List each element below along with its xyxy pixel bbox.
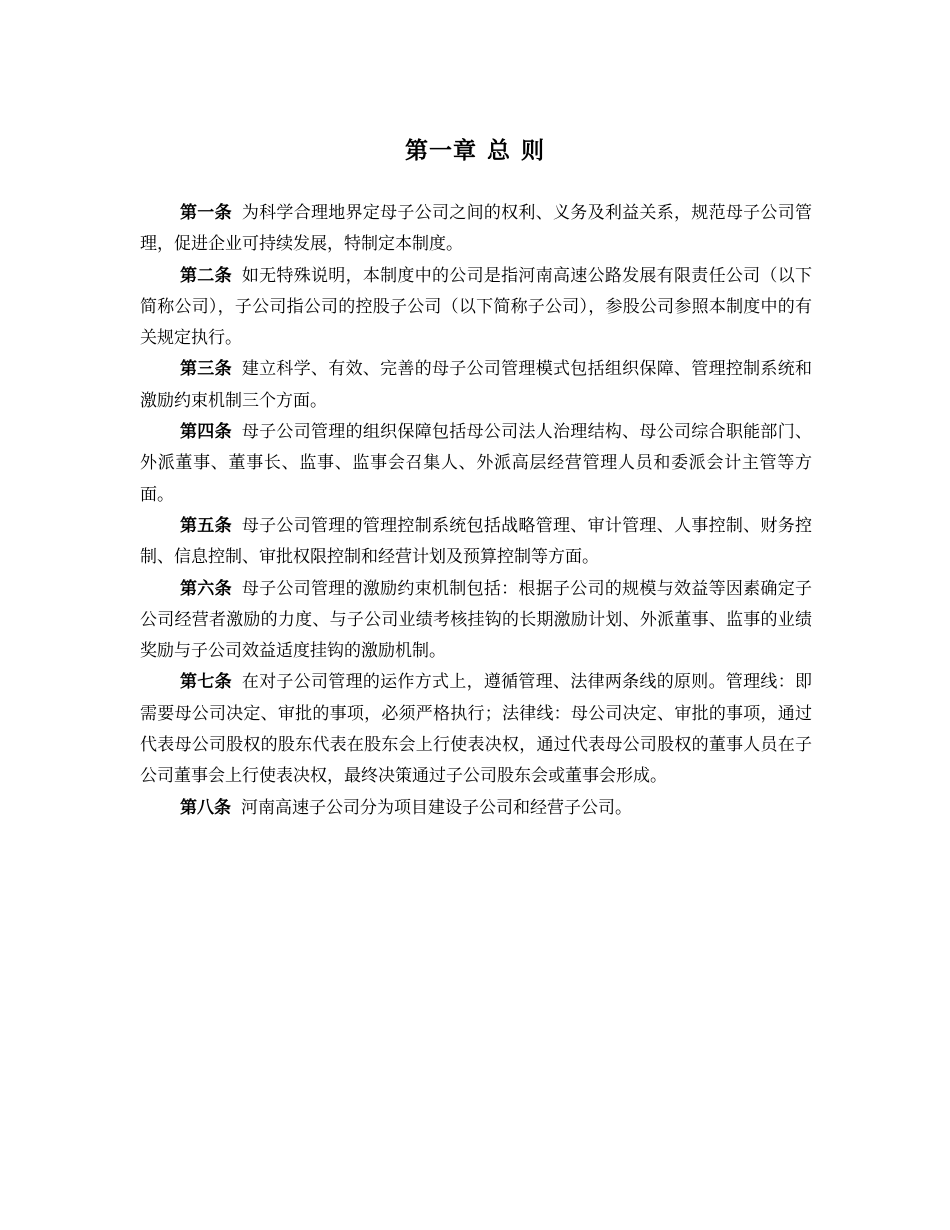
article-2 [140,261,812,355]
article-text: 河南高速子公司分为项目建设子公司和经营子公司。 [241,797,632,818]
article-number: 第五条 [180,515,232,536]
article-text: 母子公司管理的管理控制系统包括战略管理、审计管理、人事控制、财务控制、信息控制、审批权限控制和经营计划及预算控制等方面。 [140,515,813,568]
article-text: 如无特殊说明，本制度中的公司是指河南高速公路发展有限责任公司（以下简称公司），子公司指公司的控股子公司（以下简称子公司），参股公司参照本制度中的有关规定执行。 [140,265,813,349]
article-number: 第四条 [180,422,232,443]
article-1 [140,198,812,261]
article-number: 第一条 [180,203,232,223]
article-text: 在对子公司管理的运作方式上，遵循管理、法律两条线的原则。管理线：即需要母公司决定、审批的事项，必须严格执行；法律线：母公司决定、审批的事项，通过代表母公司股权的股东代表在股东会上行使表决权，通过代表母公司股权的董事人员在子公司董事会上行使表决权，最终决策通过子公司股东会或董事会形成。 [140,672,813,787]
article-5 [140,511,812,574]
article-6 [140,574,812,668]
article-text: 母子公司管理的组织保障包括母公司法人治理结构、母公司综合职能部门、外派董事、董事长、监事、监事会召集人、外派高层经营管理人员和委派会计主管等方面。 [140,422,813,505]
article-3 [140,354,812,417]
article-number: 第六条 [180,578,232,599]
article-number: 第七条 [180,672,232,693]
chapter-title [0,132,950,165]
article-8 [140,793,812,824]
article-number: 第八条 [180,797,231,818]
article-number: 第二条 [180,265,232,286]
article-text: 母子公司管理的激励约束机制包括：根据子公司的规模与效益等因素确定子公司经营者激励的力度、与子公司业绩考核挂钩的长期激励计划、外派董事、监事的业绩奖励与子公司效益适度挂钩的激励机制。 [140,578,813,662]
article-text: 建立科学、有效、完善的母子公司管理模式包括组织保障、管理控制系统和激励约束机制三个方面。 [140,359,813,411]
article-list [140,198,812,824]
article-text: 为科学合理地界定母子公司之间的权利、义务及利益关系，规范母子公司管理，促进企业可持续发展，特制定本制度。 [140,203,813,255]
chapter-number: 第一章 [405,138,477,164]
article-7 [140,667,812,792]
chapter-name-part-2: 则 [521,138,545,164]
article-number: 第三条 [180,359,232,380]
article-4 [140,417,812,511]
chapter-name-part-1: 总 [487,138,511,164]
